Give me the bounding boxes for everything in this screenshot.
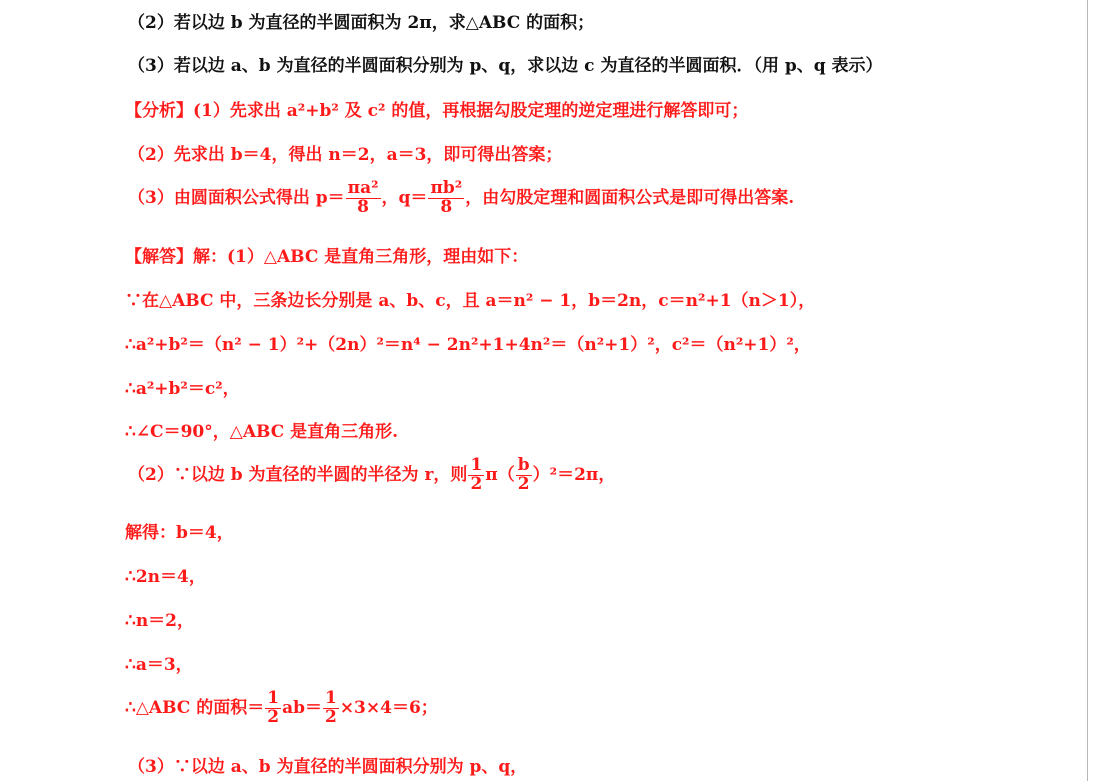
fraction-numerator: 1 — [324, 688, 337, 708]
solution-line-2: ∴a²+b²＝（n² − 1）²+（2n）²＝n⁴ − 2n²+1+4n²＝（n²+1）²，c²＝（n²+1）²， — [125, 335, 811, 355]
solution-line-7: ∴2n＝4， — [125, 567, 206, 587]
analysis-line-2: （2）先求出 b＝4，得出 n＝2，a＝3，即可得出答案； — [128, 145, 563, 165]
solution-line-4: ∴∠C＝90°，△ABC 是直角三角形. — [125, 422, 399, 442]
solution-line-11: （3）∵以边 a、b 为直径的半圆面积分别为 p、q， — [128, 757, 528, 777]
analysis-line-1: 【分析】(1）先求出 a²+b² 及 c² 的值，再根据勾股定理的逆定理进行解答即可； — [125, 101, 749, 121]
question-3: （3）若以边 a、b 为直径的半圆面积分别为 p、q，求以边 c 为直径的半圆面积．（用 p、q 表示） — [128, 56, 883, 76]
solution-line-10 — [125, 690, 438, 727]
solution-line-10-post: ×3×4＝6； — [339, 697, 438, 718]
analysis-line-3-pre: （3）由圆面积公式得出 p＝ — [128, 187, 345, 208]
solution-line-3: ∴a²+b²＝c²， — [125, 379, 240, 399]
solution-line-5 — [128, 457, 615, 494]
fraction-one-half-2 — [323, 690, 339, 727]
fraction-one-half — [265, 690, 281, 727]
solution-header: 【解答】解：(1）△ABC 是直角三角形，理由如下： — [125, 247, 529, 267]
solution-line-6: 解得：b＝4， — [125, 523, 234, 543]
fraction-numerator: 1 — [267, 688, 280, 708]
fraction-numerator: πb² — [430, 178, 463, 198]
question-2: （2）若以边 b 为直径的半圆面积为 2π，求△ABC 的面积； — [128, 13, 595, 33]
solution-line-10-pre: ∴△ABC 的面积＝ — [125, 697, 265, 718]
fraction-numerator: πa² — [347, 178, 379, 198]
fraction-b-over-2 — [516, 457, 532, 494]
fraction-pi-b2-over-8 — [428, 180, 464, 217]
solution-line-8: ∴n＝2， — [125, 611, 195, 631]
solution-line-1: ∵在△ABC 中，三条边长分别是 a、b、c，且 a＝n² − 1，b＝2n，c＝n²+1（n＞1）， — [125, 291, 816, 311]
solution-line-5-mid: π（ — [485, 464, 515, 485]
fraction-pi-a2-over-8 — [346, 180, 381, 217]
fraction-denominator: 8 — [357, 196, 370, 217]
page-right-border — [1087, 0, 1088, 781]
fraction-denominator: 2 — [470, 473, 483, 494]
solution-line-10-mid: ab＝ — [282, 697, 322, 718]
analysis-line-3-mid: ，q＝ — [381, 187, 428, 208]
solution-line-5-pre: （2）∵以边 b 为直径的半圆的半径为 r，则 — [128, 464, 468, 485]
fraction-denominator: 2 — [324, 706, 337, 727]
analysis-line-3 — [128, 180, 794, 217]
fraction-one-half — [468, 457, 484, 494]
fraction-denominator: 2 — [517, 473, 530, 494]
fraction-numerator: b — [517, 455, 530, 475]
solution-line-9: ∴a＝3， — [125, 655, 193, 675]
fraction-numerator: 1 — [470, 455, 483, 475]
solution-line-5-post: ）²＝2π， — [532, 464, 616, 485]
analysis-line-3-post: ，由勾股定理和圆面积公式是即可得出答案. — [465, 187, 795, 208]
fraction-denominator: 2 — [267, 706, 280, 727]
fraction-denominator: 8 — [440, 196, 453, 217]
